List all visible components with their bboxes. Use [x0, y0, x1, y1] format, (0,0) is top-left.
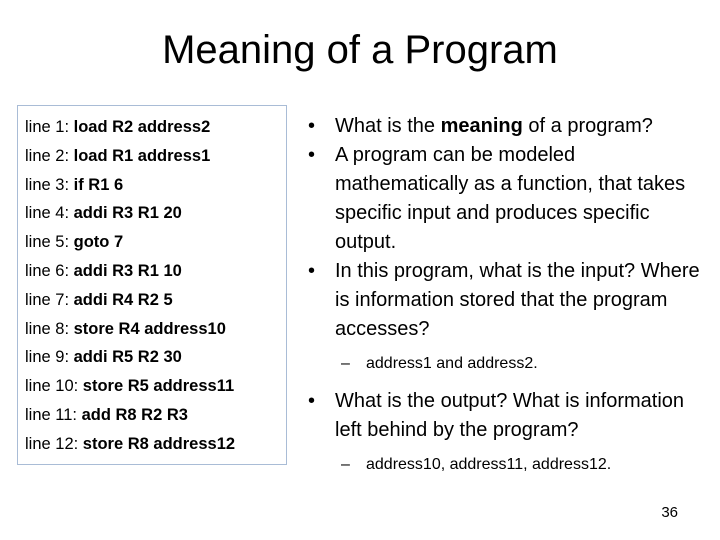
sub-bullet-dash: – [341, 456, 350, 473]
slide-title: Meaning of a Program [162, 28, 558, 72]
bullet-dot: • [308, 144, 316, 166]
bullet-input-question: • In this program, what is the input? Where is information stored that the program accesses? [308, 257, 708, 344]
page-number: 36 [661, 504, 678, 521]
code-listing-box [17, 105, 287, 465]
code-line: line 10: store R5 address11 [25, 377, 235, 396]
bullet-dot: • [308, 260, 316, 282]
sub-bullet-input-answer: – address1 and address2. [308, 353, 708, 375]
code-line: line 3: if R1 6 [25, 175, 124, 194]
bullet-output-question: • What is the output? What is information left behind by the program? [308, 387, 708, 445]
bullet-dot: • [308, 390, 316, 412]
code-line: line 6: addi R3 R1 10 [25, 261, 182, 280]
code-line: line 8: store R4 address10 [25, 319, 226, 338]
code-line: line 9: addi R5 R2 30 [25, 348, 182, 367]
sub-bullet-output-answer: – address10, address11, address12. [308, 454, 708, 476]
code-line: line 11: add R8 R2 R3 [25, 405, 188, 424]
bullet-dot: • [308, 115, 316, 137]
bullet-meaning-question: • What is the meaning of a program? [308, 112, 708, 141]
code-line: line 5: goto 7 [25, 233, 124, 252]
bullet-list [308, 112, 708, 488]
code-line: line 2: load R1 address1 [25, 146, 211, 165]
code-line: line 7: addi R4 R2 5 [25, 290, 173, 309]
bullet-function-model: • A program can be modeled mathematically as a function, that takes specific input and produces specific output. [308, 141, 708, 257]
code-line: line 1: load R2 address2 [25, 118, 211, 136]
code-line: line 12: store R8 address12 [25, 434, 236, 453]
sub-bullet-dash: – [341, 355, 350, 372]
code-line: line 4: addi R3 R1 20 [25, 204, 182, 223]
